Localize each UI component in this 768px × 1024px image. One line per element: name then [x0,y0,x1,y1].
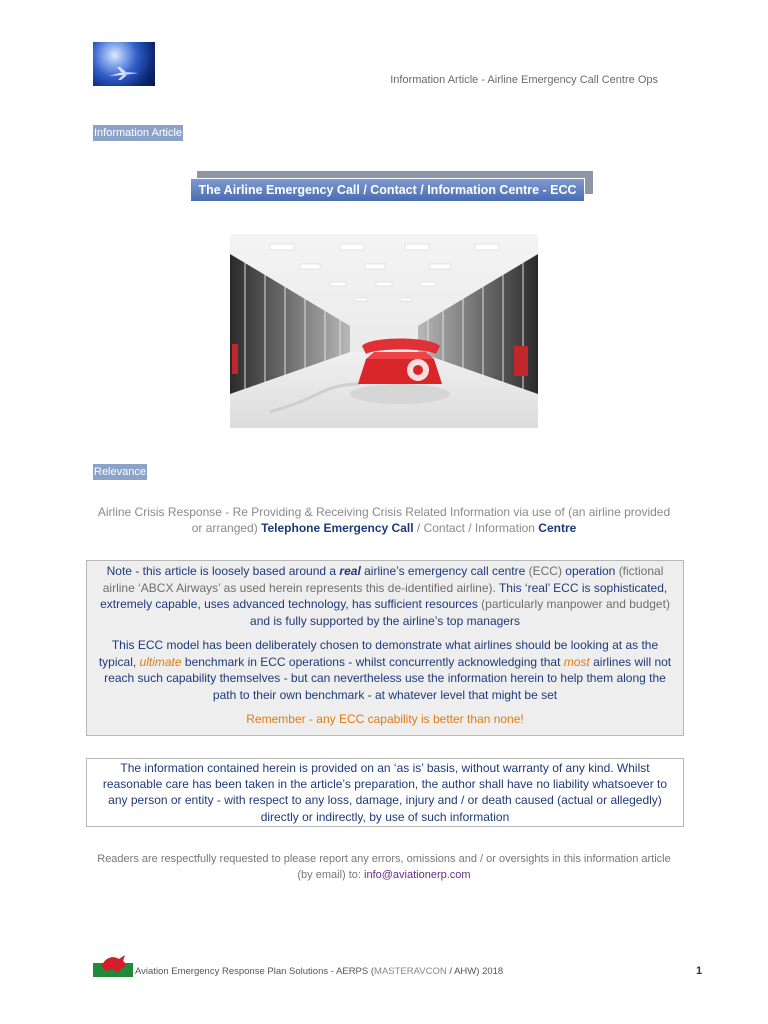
note-paragraph-1: Note - this article is loosely based around a real airline’s emergency call centre (ECC) operation (fictional airline ‘ABCX Airways’ as used herein represents this de-identified airline). This ‘real’ ECC is sophisticated, extremely capable, uses advanced technology, has sufficient resources (particularly manpower and budget) and is fully supported by the airline’s top managers [100,564,670,628]
relevance-part: / Contact / Information [413,521,539,535]
readers-request: Readers are respectfully requested to please report any errors, omissions and / or oversights in this information article (by email) to: info@aviationerp.com [97,853,671,881]
relevance-emphasis: Telephone Emergency Call [261,521,414,535]
email-link[interactable]: info@aviationerp.com [364,868,471,881]
article-title: The Airline Emergency Call / Contact / Information Centre - ECC [190,178,585,202]
footer-text: Aviation Emergency Response Plan Solutions - AERPS (MASTERAVCON / AHW) 2018 [135,966,504,977]
emphasis-real: real [339,564,361,578]
server-room-photo [230,234,538,428]
relevance-emphasis: Centre [538,521,577,535]
emphasis-most: most [563,654,590,669]
note-paragraph-2: This ECC model has been deliberately chosen to demonstrate what airlines should be looking at as the typical, ultimate benchmark in ECC operations - whilst concurrently acknowledging that most airlines will not reach such capability themselves - but can nevertheless use the information herein to help them along the path to their own benchmark - at whatever level that might be set [98,638,672,702]
relevance-part: Airline Crisis Response - Re Providing & Receiving Crisis Related Information via use of (an airline provided or arranged) [97,505,671,535]
information-article-tag: Information Article [94,127,183,139]
page-number: 1 [696,965,703,977]
relevance-tag: Relevance [94,466,146,478]
note-reminder: Remember - any ECC capability is better than none! [246,712,524,726]
disclaimer-box: The information contained herein is provided on an ‘as is’ basis, without warranty of any kind. Whilst reasonable care has been taken in the article’s preparation, the author shall have no liability whatsoever to any person or entity - with respect to any loss, damage, injury and / or death caused (actual or allegedly) directly or indirectly, by use of such information [86,758,684,827]
welsh-flag-icon [93,949,133,977]
globe-logo [93,42,155,86]
relevance-text [93,504,675,536]
header-title: Information Article - Airline Emergency Call Centre Ops [390,74,658,86]
emphasis-ultimate: ultimate [139,654,182,669]
note-box [86,560,684,736]
